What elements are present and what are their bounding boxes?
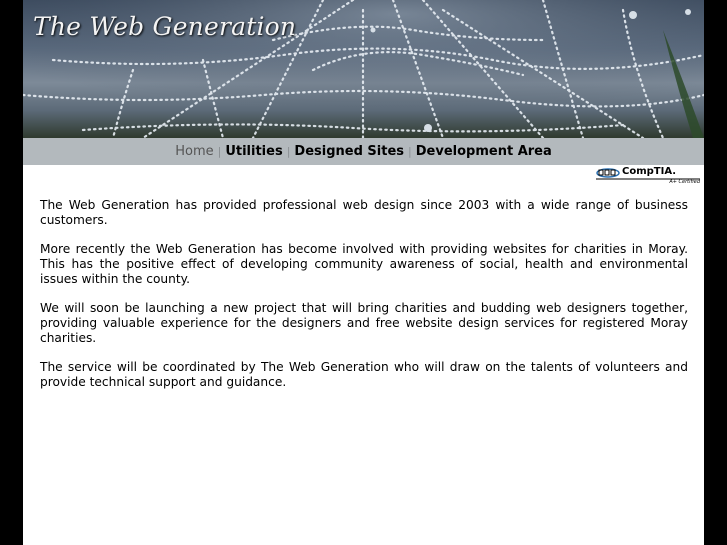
header-banner (23, 0, 704, 138)
main-nav (23, 138, 704, 165)
content-paragraph: More recently the Web Generation has become involved with providing websites for charities in Moray. This has the positive effect of developing community awareness of social, health and environmental issues within the county. (40, 242, 688, 286)
comptia-badge (596, 167, 700, 187)
nav-designed-sites[interactable]: Designed Sites (294, 144, 405, 159)
content-paragraph: The service will be coordinated by The Web Generation who will draw on the talents of volunteers and provide technical support and guidance. (40, 360, 688, 389)
comptia-certified: A+ Certified (669, 179, 700, 185)
nav-home[interactable]: Home (175, 144, 214, 159)
nav-development-area[interactable]: Development Area (415, 144, 552, 159)
nav-separator: | (408, 145, 412, 158)
content-paragraph: The Web Generation has provided professional web design since 2003 with a wide range of business customers. (40, 198, 688, 227)
nav-separator: | (286, 145, 291, 158)
nav-separator: | (217, 145, 222, 158)
nav-utilities[interactable]: Utilities (225, 144, 283, 159)
main-content (40, 198, 688, 404)
content-paragraph: We will soon be launching a new project that will bring charities and budding web designers together, providing valuable experience for the designers and free website design services for registered Moray charities. (40, 301, 688, 345)
comptia-brand: CompTIA. (622, 166, 677, 177)
page-frame (23, 0, 704, 545)
site-title: The Web Generation (33, 12, 297, 41)
